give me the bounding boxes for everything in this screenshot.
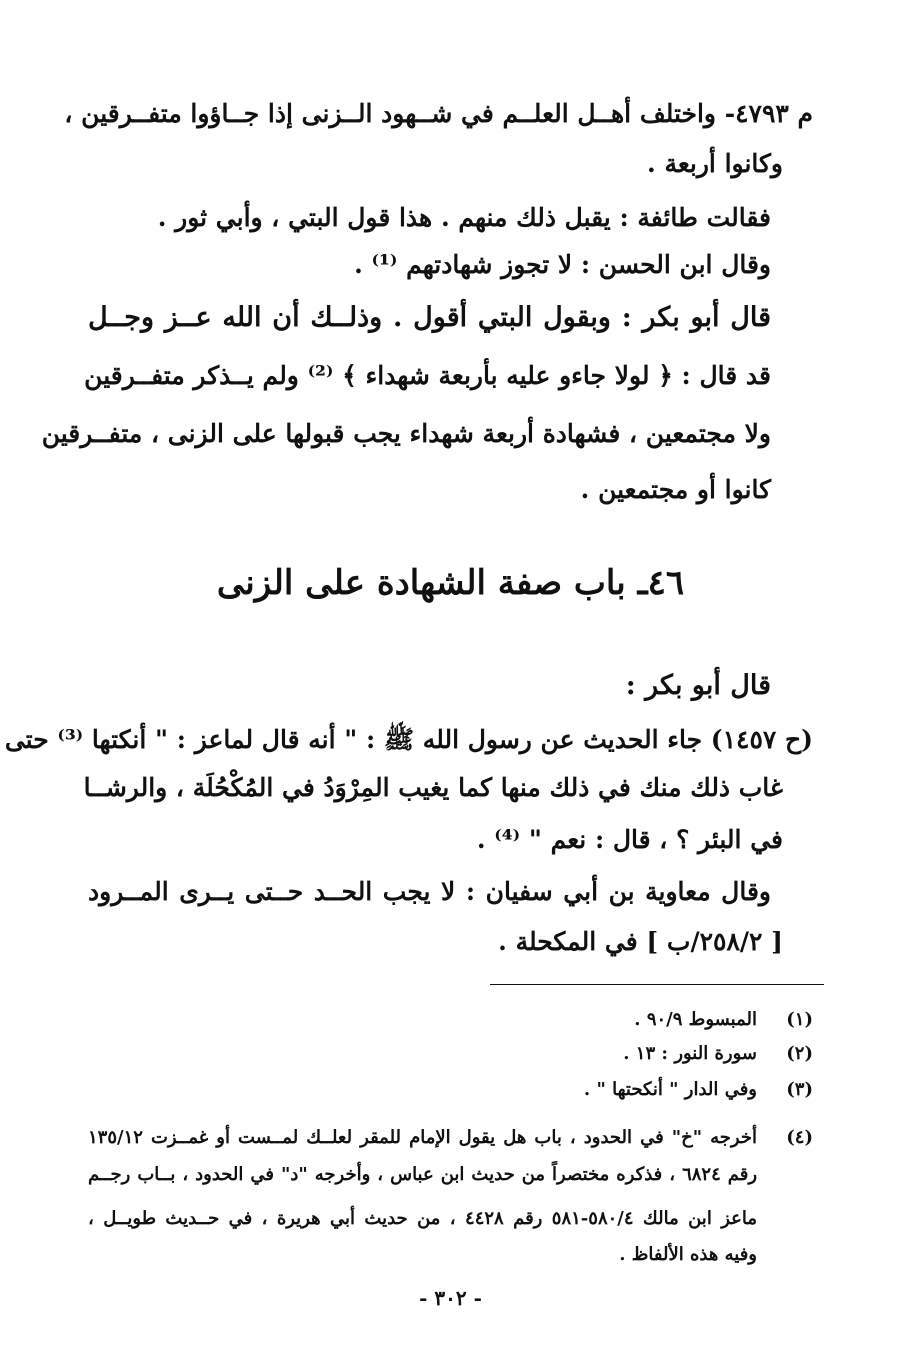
paragraph-taifa: فقالت طائفة : يقبل ذلك منهم . هذا قول البتي ، وأبي ثور . [157,203,771,232]
footnote-number: (١) [786,1009,813,1030]
paragraph-4793-line-1: م ٤٧٩٣- واختلف أهــل العلــم في شــهود الــزنى إذا جــاؤوا متفــرقين ، [64,99,813,128]
hadith-1457-line-1: (ح ١٤٥٧) جاء الحديث عن رسول الله ﷺ : " أنه قال لماعز : " أنكتها ⁽³⁾ حتى [4,725,813,754]
footnote-text: سورة النور : ١٣ . [623,1043,757,1064]
footnote-text: وفي الدار " أنكحتها " . [583,1079,757,1100]
paragraph-abu-bakr-line-3: ولا مجتمعين ، فشهادة أربعة شهداء يجب قبولها على الزنى ، متفــرقين [41,419,771,448]
footnote-4-line-4: وفيه هذه الألفاظ . [619,1244,757,1265]
paragraph-4793-line-2: وكانوا أربعة . [647,149,783,178]
footnote-number: (٣) [786,1079,813,1100]
footnote-4 [88,1123,813,1153]
hadith-1457-line-3: في البئر ؟ ، قال : نعم " ⁽⁴⁾ . [476,825,783,854]
footnote-separator [490,984,824,985]
footnote-number: (٢) [786,1043,813,1064]
paragraph-abu-bakr-line-4: كانوا أو مجتمعين . [580,475,771,504]
paragraph-abu-bakr-line-1: قال أبو بكر : وبقول البتي أقول . وذلــك أن الله عــز وجــل [88,302,771,333]
footnote-2 [88,1039,813,1069]
muawiya-line-1: وقال معاوية بن أبي سفيان : لا يجب الحــد حــتى يــرى المــرود [88,877,771,906]
chapter-heading: ٤٦ـ باب صفة الشهادة على الزنى [216,563,685,603]
footnote-4-line-2: رقم ٦٨٢٤ ، فذكره مختصراً من حديث ابن عباس ، وأخرجه "د" في الحدود ، بــاب رجــم [88,1164,758,1185]
footnote-4-line-3: ماعز ابن مالك ٥٨٠/٤-٥٨١ رقم ٤٤٢٨ ، من حديث أبي هريرة ، في حــديث طويــل ، [88,1208,758,1229]
footnote-3 [88,1075,813,1105]
paragraph-abu-bakr-line-2: قد قال : ﴿ لولا جاءو عليه بأربعة شهداء ﴾ ⁽²⁾ ولم يــذكر متفــرقين [84,361,771,390]
abu-bakr-said: قال أبو بكر : [625,670,771,701]
footnote-number: (٤) [786,1127,813,1148]
page-number: - ٣٠٢ - [419,1286,482,1310]
footnote-1 [88,1005,813,1035]
paragraph-ibn-hasan: وقال ابن الحسن : لا تجوز شهادتهم ⁽¹⁾ . [354,250,771,279]
footnote-text: المبسوط ٩٠/٩ . [634,1009,757,1030]
muawiya-line-2: [ ٢٥٨/٢/ب ] في المكحلة . [498,927,783,956]
footnote-text: أخرجه "خ" في الحدود ، باب هل يقول الإمام للمقر لعلــك لمــست أو غمــزت ١٣٥/١٢ [88,1127,757,1148]
hadith-1457-line-2: غاب ذلك منك في ذلك منها كما يغيب المِرْوَدُ في المُكْحُلَة ، والرشــا [83,773,783,802]
